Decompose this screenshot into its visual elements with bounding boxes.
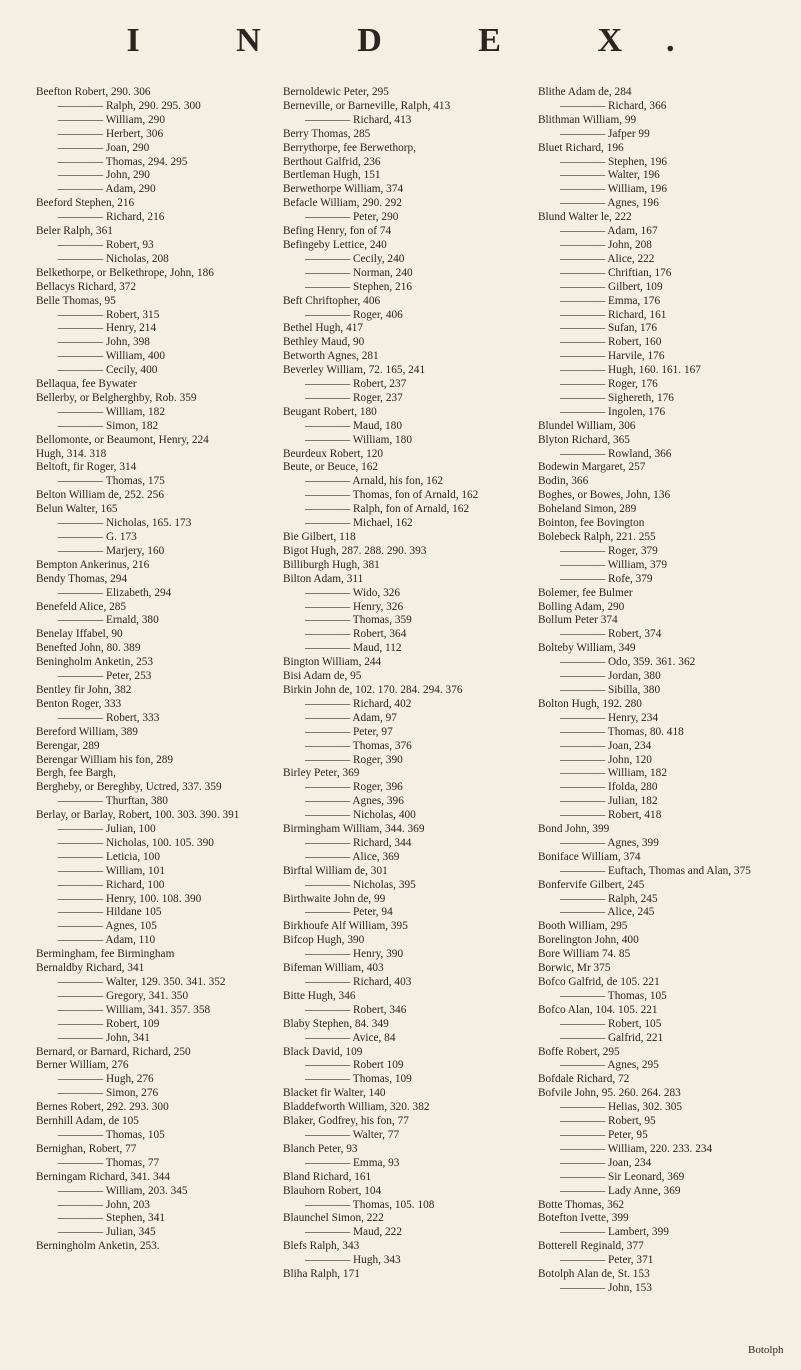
index-entry: Bifcop Hugh, 390	[283, 934, 365, 947]
index-entry: Berningholm Anketin, 253.	[36, 1240, 160, 1253]
index-entry: Bolemer, fee Bulmer	[538, 586, 633, 599]
index-entry: Berningam Richard, 341. 344	[36, 1170, 170, 1183]
index-entry: ———— Helias, 302. 305	[560, 1101, 683, 1114]
index-entry: ———— Emma, 93	[305, 1156, 400, 1169]
index-entry: ———— Hugh, 160. 161. 167	[560, 364, 701, 377]
index-entry: ———— Robert, 418	[560, 809, 662, 822]
index-entry: Bergh, fee Bargh,	[36, 767, 116, 780]
index-entry: ———— Julian, 100	[58, 823, 156, 836]
index-entry: ———— Agnes, 399	[560, 836, 659, 849]
index-entry: ———— Michael, 162	[305, 517, 413, 530]
index-entry: ———— Lambert, 399	[560, 1226, 669, 1239]
index-entry: Blacket fir Walter, 140	[283, 1087, 386, 1100]
index-entry: Berthout Galfrid, 236	[283, 155, 381, 168]
index-entry: ———— Odo, 359. 361. 362	[560, 656, 696, 669]
index-entry: ———— Thomas, 105	[560, 989, 667, 1002]
index-entry: ———— Ralph, fon of Arnald, 162	[305, 503, 470, 516]
index-entry: ———— Peter, 95	[560, 1128, 648, 1141]
index-entry: ———— G. 173	[58, 531, 137, 543]
index-entry: Bellacys Richard, 372	[36, 280, 137, 293]
index-entry: Botefton Ivette, 399	[538, 1212, 629, 1225]
index-entry: Boffe Robert, 295	[538, 1045, 620, 1058]
index-entry: ———— William, 341. 357. 358	[58, 1003, 211, 1016]
index-entry: ———— Jordan, 380	[560, 670, 661, 683]
index-entry: ———— Agnes, 295	[560, 1059, 659, 1072]
index-entry: Blithe Adam de, 284	[538, 86, 632, 98]
index-entry: ———— Rofe, 379	[560, 572, 653, 585]
index-entry: Beltoft, fir Roger, 314	[36, 461, 137, 474]
index-column-1	[36, 86, 264, 1254]
index-entry: ———— Jafper 99	[560, 127, 650, 140]
page-title: I N D E X.	[126, 22, 719, 59]
index-entry: Benefeld Alice, 285	[36, 600, 127, 613]
index-entry: ———— Hugh, 343	[305, 1254, 401, 1267]
index-entry: ———— John, 341	[58, 1031, 150, 1044]
index-entry: Beverley William, 72. 165, 241	[283, 364, 426, 377]
index-entry: Hugh, 314. 318	[36, 447, 107, 460]
index-entry: ———— Roger, 379	[560, 544, 658, 557]
index-entry: Blefs Ralph, 343	[283, 1240, 360, 1253]
catchword: Botolph	[748, 1344, 784, 1356]
index-entry: ———— Nicholas, 208	[58, 252, 169, 265]
index-entry: ———— Richard, 100	[58, 878, 165, 891]
index-entry: ———— William, 203. 345	[58, 1184, 188, 1197]
index-entry: ———— Joan, 234	[560, 1156, 652, 1169]
index-entry: ———— Richard, 402	[305, 697, 412, 710]
index-entry: ———— Peter, 290	[305, 211, 399, 224]
index-entry: Bitte Hugh, 346	[283, 989, 356, 1002]
index-entry: ———— Nicholas, 165. 173	[58, 517, 192, 530]
index-entry: Belun Walter, 165	[36, 503, 118, 516]
index-entry: ———— Sir Leonard, 369	[560, 1170, 685, 1183]
index-entry: ———— Ernald, 380	[58, 614, 159, 627]
index-entry: ———— Nicholas, 400	[305, 809, 416, 822]
index-entry: ———— Agnes, 396	[305, 795, 404, 808]
index-entry: Birkin John de, 102. 170. 284. 294. 376	[283, 683, 463, 696]
index-entry: ———— Joan, 234	[560, 739, 652, 752]
index-entry: ———— Ralph, 245	[560, 892, 658, 905]
index-entry: Berengar William his fon, 289	[36, 753, 174, 766]
index-entry: Bendy Thomas, 294	[36, 572, 128, 585]
index-entry: ———— Walter, 196	[560, 169, 660, 182]
index-entry: ———— Hugh, 276	[58, 1073, 154, 1086]
index-entry: Berwethorpe William, 374	[283, 183, 404, 196]
index-entry: ———— Adam, 110	[58, 934, 156, 947]
index-entry: ———— Thomas, 376	[305, 739, 412, 752]
index-entry: Bethley Maud, 90	[283, 336, 365, 349]
index-entry: ———— Harvile, 176	[560, 350, 665, 363]
index-entry: Bernoldewic Peter, 295	[283, 86, 389, 98]
index-entry: Bernaldby Richard, 341	[36, 962, 145, 975]
index-entry: Botterell Reginald, 377	[538, 1240, 644, 1253]
index-entry: Befingeby Lettice, 240	[283, 238, 387, 251]
index-entry: ———— Robert, 333	[58, 711, 160, 724]
index-entry: Birftal William de, 301	[283, 864, 388, 877]
index-entry: ———— Thomas, 294. 295	[58, 155, 188, 168]
index-entry: ———— Walter, 129. 350. 341. 352	[58, 976, 226, 988]
index-entry: Bodin, 366	[538, 475, 589, 488]
index-entry: Bernes Robert, 292. 293. 300	[36, 1101, 169, 1114]
index-entry: Boghes, or Bowes, John, 136	[538, 489, 671, 502]
index-entry: Bollum Peter 374	[538, 614, 618, 627]
index-entry: Blundel William, 306	[538, 419, 636, 432]
index-entry: ———— Agnes, 105	[58, 920, 157, 933]
index-entry: Bethel Hugh, 417	[283, 322, 364, 335]
index-entry: ———— Wido, 326	[305, 586, 401, 599]
index-entry: ———— Peter, 94	[305, 906, 393, 919]
index-entry: ———— Peter, 97	[305, 725, 393, 738]
index-entry: Beft Chriftopher, 406	[283, 294, 381, 307]
index-entry: ———— Alice, 245	[560, 906, 655, 919]
index-entry: ———— Ifolda, 280	[560, 781, 658, 794]
index-entry: ———— Cecily, 240	[305, 252, 405, 265]
index-entry: Berlay, or Barlay, Robert, 100. 303. 390. 391	[36, 809, 240, 822]
index-entry: Bernighan, Robert, 77	[36, 1142, 137, 1155]
index-entry: ———— William, 379	[560, 558, 667, 571]
index-entry: ———— Nicholas, 395	[305, 878, 416, 891]
index-entry: ———— Henry, 214	[58, 322, 157, 335]
index-entry: Blauhorn Robert, 104	[283, 1184, 382, 1197]
index-entry: Boniface William, 374	[538, 850, 641, 863]
index-entry: ———— Roger, 176	[560, 378, 658, 391]
index-entry: ———— Richard, 216	[58, 211, 165, 224]
index-entry: ———— Robert, 160	[560, 336, 662, 349]
index-entry: Birkhoufe Alf William, 395	[283, 920, 408, 933]
index-entry: ———— William, 400	[58, 350, 165, 363]
index-entry: ———— Richard, 403	[305, 976, 412, 988]
index-entry: ———— John, 290	[58, 169, 150, 182]
index-entry: ———— Roger, 237	[305, 391, 403, 404]
index-entry: Bellomonte, or Beaumont, Henry, 224	[36, 433, 209, 446]
index-entry: ———— Henry, 100. 108. 390	[58, 892, 202, 905]
index-entry: Belkethorpe, or Belkethrope, John, 186	[36, 266, 214, 279]
index-entry: ———— Roger, 396	[305, 781, 403, 794]
index-entry: ———— Gregory, 341. 350	[58, 989, 189, 1002]
index-entry: ———— Richard, 366	[560, 99, 667, 112]
index-entry: Benelay Iffabel, 90	[36, 628, 123, 641]
index-entry: ———— Thomas, 109	[305, 1073, 412, 1086]
index-entry: ———— Robert, 109	[58, 1017, 160, 1030]
index-entry: Bore William 74. 85	[538, 948, 631, 961]
index-entry: Blaunchel Simon, 222	[283, 1212, 384, 1225]
index-entry: ———— Thomas, 359	[305, 614, 412, 627]
index-entry: ———— Norman, 240	[305, 266, 413, 279]
index-entry: Bington William, 244	[283, 656, 382, 669]
index-entry: Bellaqua, fee Bywater	[36, 378, 137, 391]
index-entry: ———— Robert, 105	[560, 1017, 662, 1030]
index-entry: Beefton Robert, 290. 306	[36, 86, 151, 98]
index-entry: ———— Thomas, fon of Arnald, 162	[305, 489, 479, 502]
index-entry: ———— William, 196	[560, 183, 667, 196]
index-entry: Berner William, 276	[36, 1059, 129, 1072]
index-entry: Berneville, or Barneville, Ralph, 413	[283, 99, 451, 112]
index-entry: Birthwaite John de, 99	[283, 892, 386, 905]
index-entry: ———— Sibilla, 380	[560, 683, 661, 696]
index-entry: Bond John, 399	[538, 823, 610, 836]
index-entry: ———— William, 182	[58, 405, 165, 418]
index-entry: ———— Leticia, 100	[58, 850, 160, 863]
index-entry: ———— Robert, 95	[560, 1115, 656, 1128]
index-entry: ———— Herbert, 306	[58, 127, 164, 140]
index-entry: Bisi Adam de, 95	[283, 670, 362, 683]
index-entry: Bointon, fee Bovington	[538, 517, 645, 530]
index-entry: Birmingham William, 344. 369	[283, 823, 425, 836]
index-entry: Bilton Adam, 311	[283, 572, 364, 585]
index-entry: Booth William, 295	[538, 920, 628, 933]
index-entry: ———— Galfrid, 221	[560, 1031, 664, 1044]
index-entry: ———— William, 290	[58, 113, 165, 126]
index-entry: ———— Stephen, 341	[58, 1212, 166, 1225]
index-entry: ———— Robert, 374	[560, 628, 662, 641]
index-entry: ———— Henry, 234	[560, 711, 659, 724]
index-entry: ———— Walter, 77	[305, 1128, 400, 1141]
index-entry: ———— Stephen, 196	[560, 155, 668, 168]
index-entry: Blithman William, 99	[538, 113, 637, 126]
index-entry: Bentley fir John, 382	[36, 683, 132, 696]
index-entry: Bergheby, or Bereghby, Uctred, 337. 359	[36, 781, 222, 794]
index-entry: Bolling Adam, 290	[538, 600, 625, 613]
index-entry: ———— Adam, 97	[305, 711, 397, 724]
index-entry: ———— Maud, 112	[305, 642, 402, 655]
index-entry: ———— Marjery, 160	[58, 544, 165, 557]
index-entry: Bernhill Adam, de 105	[36, 1115, 139, 1128]
index-entry: Bertleman Hugh, 151	[283, 169, 381, 182]
index-column-3	[538, 86, 770, 1296]
index-entry: ———— Richard, 161	[560, 308, 667, 321]
index-entry: ———— Julian, 345	[58, 1226, 156, 1239]
index-entry: ———— Robert, 315	[58, 308, 160, 321]
index-entry: ———— Agnes, 196	[560, 197, 659, 210]
index-entry: Beeford Stephen, 216	[36, 197, 135, 210]
index-entry: ———— Arnald, his fon, 162	[305, 475, 444, 488]
index-entry: Bereford William, 389	[36, 725, 138, 738]
index-entry: ———— Thomas, 80. 418	[560, 725, 684, 738]
index-entry: ———— Robert, 346	[305, 1003, 407, 1016]
index-entry: Beute, or Beuce, 162	[283, 461, 379, 474]
index-entry: Bofvile John, 95. 260. 264. 283	[538, 1087, 681, 1100]
index-entry: ———— Robert, 364	[305, 628, 407, 641]
index-entry: ———— Roger, 406	[305, 308, 403, 321]
index-entry: Berrythorpe, fee Berwethorp,	[283, 141, 416, 154]
index-entry: Beugant Robert, 180	[283, 405, 377, 418]
index-entry: Bifeman William, 403	[283, 962, 384, 975]
index-entry: Bolteby William, 349	[538, 642, 636, 655]
index-entry: ———— Alice, 222	[560, 252, 655, 265]
index-entry: Bofco Alan, 104. 105. 221	[538, 1003, 658, 1016]
index-entry: Bodewin Margaret, 257	[538, 461, 646, 474]
index-entry: Bofco Galfrid, de 105. 221	[538, 976, 660, 988]
index-entry: Bigot Hugh, 287. 288. 290. 393	[283, 544, 427, 557]
index-entry: ———— William, 220. 233. 234	[560, 1142, 713, 1155]
index-entry: Benefted John, 80. 389	[36, 642, 141, 655]
index-entry: ———— Maud, 180	[305, 419, 402, 432]
index-entry: Beler Ralph, 361	[36, 225, 113, 238]
index-entry: Blyton Richard, 365	[538, 433, 630, 446]
index-entry: Bluet Richard, 196	[538, 141, 624, 154]
index-entry: ———— Thurftan, 380	[58, 795, 168, 808]
index-entry: Bladdefworth William, 320. 382	[283, 1101, 430, 1114]
index-entry: ———— Simon, 182	[58, 419, 159, 432]
index-entry: Botolph Alan de, St. 153	[538, 1268, 650, 1281]
index-entry: Birley Peter, 369	[283, 767, 360, 780]
index-entry: ———— Rowland, 366	[560, 447, 672, 460]
index-entry: ———— William, 101	[58, 864, 165, 877]
index-entry: ———— William, 182	[560, 767, 667, 780]
index-entry: ———— Peter, 371	[560, 1254, 654, 1267]
index-entry: ———— Maud, 222	[305, 1226, 402, 1239]
index-entry: ———— Emma, 176	[560, 294, 661, 307]
index-entry: Blanch Peter, 93	[283, 1142, 358, 1155]
index-entry: ———— Sighereth, 176	[560, 391, 674, 404]
index-entry: ———— Henry, 326	[305, 600, 404, 613]
index-entry: Bermingham, fee Birmingham	[36, 948, 175, 961]
index-entry: Bland Richard, 161	[283, 1170, 372, 1183]
index-entry: Bernard, or Barnard, Richard, 250	[36, 1045, 191, 1058]
index-entry: Befacle William, 290. 292	[283, 197, 402, 210]
index-entry: Benton Roger, 333	[36, 697, 122, 710]
index-entry: ———— Adam, 290	[58, 183, 156, 196]
index-entry: Belle Thomas, 95	[36, 294, 116, 307]
index-entry: ———— Joan, 290	[58, 141, 150, 154]
index-entry: Borelington John, 400	[538, 934, 639, 947]
index-entry: Berengar, 289	[36, 739, 100, 752]
index-entry: ———— Julian, 182	[560, 795, 658, 808]
index-entry: ———— Gilbert, 109	[560, 280, 663, 293]
index-entry: ———— Robert, 237	[305, 378, 407, 391]
index-entry: Blaby Stephen, 84. 349	[283, 1017, 389, 1030]
index-entry: ———— Richard, 413	[305, 113, 412, 126]
index-entry: ———— Roger, 390	[305, 753, 403, 766]
index-entry: Berry Thomas, 285	[283, 127, 371, 140]
index-entry: ———— John, 203	[58, 1198, 150, 1211]
index-column-2	[283, 86, 505, 1282]
index-entry: ———— Richard, 344	[305, 836, 412, 849]
index-entry: ———— Nicholas, 100. 105. 390	[58, 836, 214, 849]
index-entry: ———— Thomas, 105. 108	[305, 1198, 435, 1211]
index-entry: Bliha Ralph, 171	[283, 1268, 360, 1281]
index-entry: ———— John, 398	[58, 336, 150, 349]
index-entry: ———— Ingolen, 176	[560, 405, 666, 418]
index-entry: Bempton Ankerinus, 216	[36, 558, 150, 571]
index-entry: ———— Cecily, 400	[58, 364, 158, 377]
index-entry: ———— Euftach, Thomas and Alan, 375	[560, 864, 751, 877]
index-entry: Bolton Hugh, 192. 280	[538, 697, 642, 710]
index-entry: Billiburgh Hugh, 381	[283, 558, 380, 571]
index-entry: ———— Robert 109	[305, 1059, 404, 1072]
index-entry: ———— Hildane 105	[58, 906, 162, 919]
index-entry: Botte Thomas, 362	[538, 1198, 625, 1211]
index-entry: ———— Lady Anne, 369	[560, 1184, 681, 1197]
index-entry: ———— Peter, 253	[58, 670, 152, 683]
index-entry: Betworth Agnes, 281	[283, 350, 379, 363]
index-entry: Beningholm Anketin, 253	[36, 656, 154, 669]
index-entry: Bonfervife Gilbert, 245	[538, 878, 645, 891]
index-entry: Blund Walter le, 222	[538, 211, 632, 224]
index-entry: ———— Chriftian, 176	[560, 266, 672, 279]
index-entry: ———— Robert, 93	[58, 238, 154, 251]
index-entry: Bie Gilbert, 118	[283, 531, 356, 543]
index-entry: ———— Stephen, 216	[305, 280, 413, 293]
index-entry: Bellerby, or Belgherghby, Rob. 359	[36, 391, 197, 404]
index-entry: ———— John, 153	[560, 1281, 652, 1294]
index-entry: Beurdeux Robert, 120	[283, 447, 384, 460]
index-entry: ———— Avice, 84	[305, 1031, 396, 1044]
index-entry: ———— Thomas, 175	[58, 475, 165, 488]
index-entry: ———— Alice, 369	[305, 850, 400, 863]
index-entry: ———— Henry, 390	[305, 948, 404, 961]
index-entry: Blaker, Godfrey, his fon, 77	[283, 1115, 409, 1128]
index-entry: ———— Sufan, 176	[560, 322, 657, 335]
index-entry: ———— Simon, 276	[58, 1087, 159, 1100]
index-entry: ———— Thomas, 77	[58, 1156, 160, 1169]
index-entry: ———— John, 208	[560, 238, 652, 251]
index-entry: ———— Adam, 167	[560, 225, 658, 238]
index-entry: Bolebeck Ralph, 221. 255	[538, 531, 656, 543]
index-entry: ———— Elizabeth, 294	[58, 586, 172, 599]
index-entry: Borwic, Mr 375	[538, 962, 611, 975]
index-entry: ———— John, 120	[560, 753, 652, 766]
index-entry: Belton William de, 252. 256	[36, 489, 164, 502]
index-entry: Befing Henry, fon of 74	[283, 225, 392, 238]
index-entry: ———— Thomas, 105	[58, 1128, 165, 1141]
index-entry: ———— Ralph, 290. 295. 300	[58, 99, 201, 112]
index-entry: ———— William, 180	[305, 433, 412, 446]
index-entry: Boheland Simon, 289	[538, 503, 637, 516]
index-entry: Bofdale Richard, 72	[538, 1073, 630, 1086]
index-entry: Black David, 109	[283, 1045, 363, 1058]
